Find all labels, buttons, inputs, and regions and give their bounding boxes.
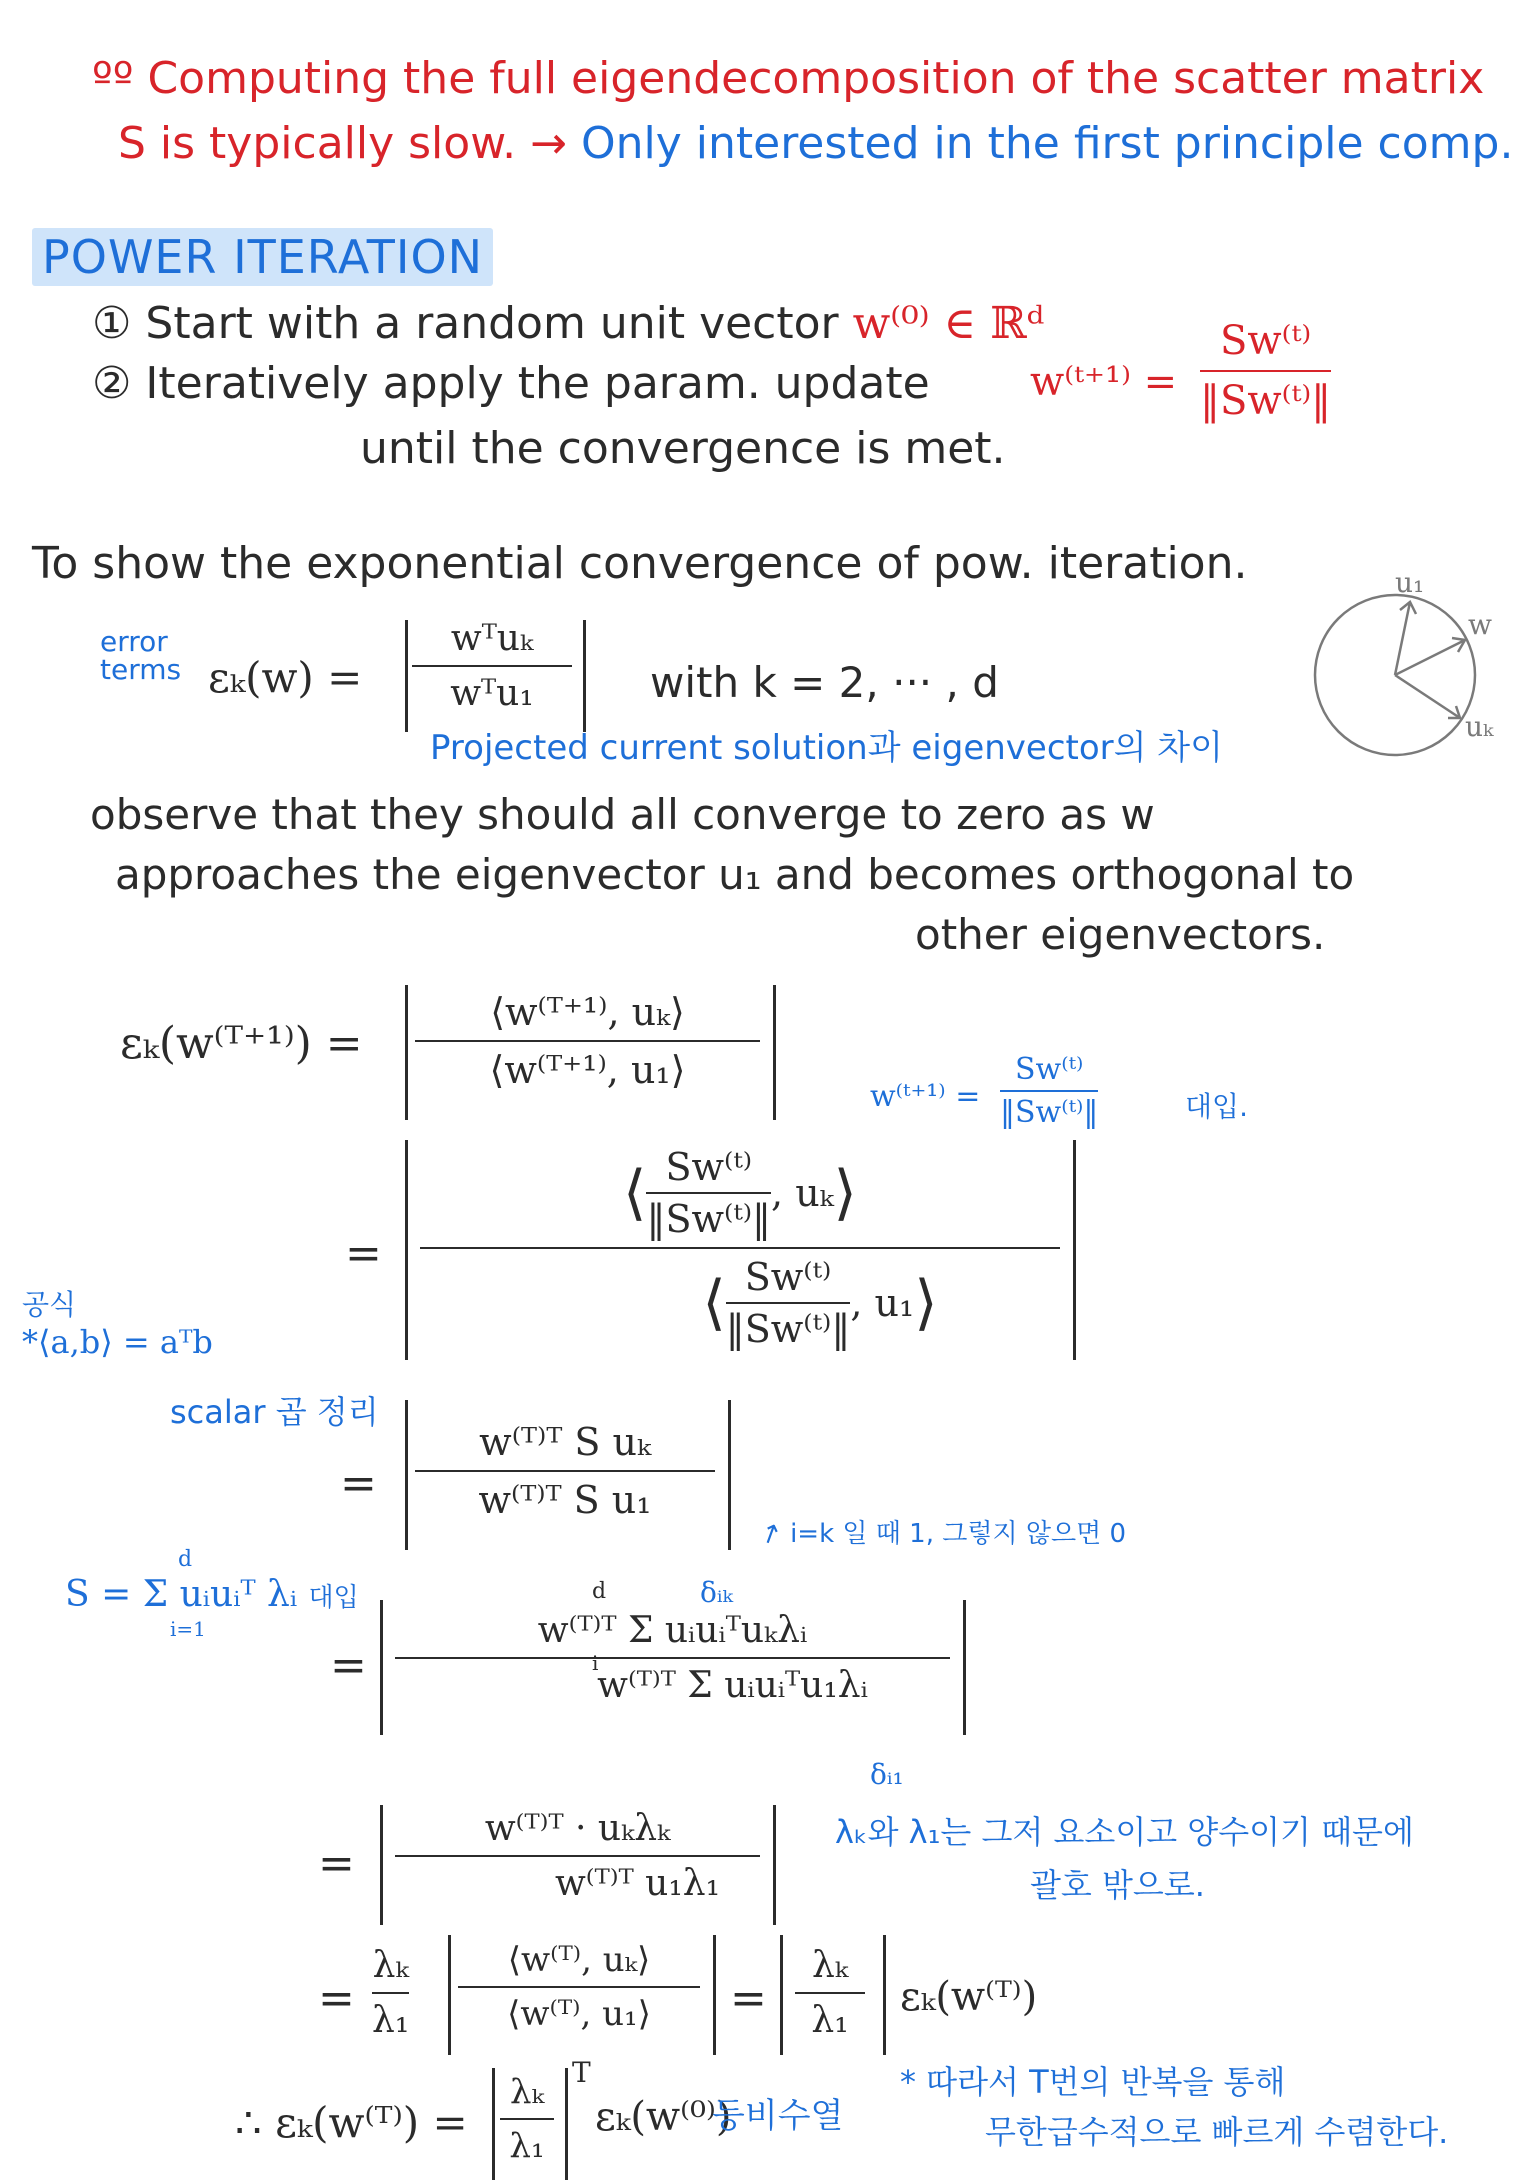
final-rhs: εₖ(w⁽⁰⁾) bbox=[595, 2094, 732, 2140]
u1-arrow bbox=[1395, 602, 1410, 675]
subst-note-bar bbox=[1000, 1090, 1098, 1092]
observe-line-3: other eigenvectors. bbox=[915, 910, 1326, 959]
eq6-mid-den: ⟨w⁽ᵀ⁾, u₁⟩ bbox=[507, 1994, 651, 2034]
eq6-lambda-bar bbox=[372, 1992, 409, 1994]
projected-note: Projected current solution과 eigenvector의 차이 bbox=[430, 728, 1223, 768]
final-note-2: 무한급수적으로 빠르게 수렴한다. bbox=[985, 2113, 1449, 2151]
step-1-math: w⁽⁰⁾ ∈ ℝᵈ bbox=[852, 298, 1045, 349]
eq2-num-inner-numerator: Sw⁽ᵗ⁾ bbox=[665, 1145, 753, 1189]
final-fraction bbox=[500, 2072, 554, 2166]
observe-line-1: observe that they should all converge to zero as w bbox=[90, 790, 1155, 839]
w-arrow bbox=[1395, 640, 1465, 675]
eq4-bar bbox=[395, 1657, 950, 1659]
geometric-note: 등비수열 bbox=[712, 2096, 844, 2136]
s-substitution-note bbox=[65, 1575, 359, 1615]
eq4-denominator: w⁽ᵀ⁾ᵀ Σ uᵢuᵢᵀu₁λᵢ bbox=[597, 1665, 868, 1706]
with-k-range: with k = 2, ··· , d bbox=[650, 658, 999, 707]
eq5-numerator: w⁽ᵀ⁾ᵀ · uₖλₖ bbox=[484, 1808, 671, 1849]
subst-note-lhs: w⁽ᵗ⁺¹⁾ = bbox=[870, 1079, 981, 1114]
intro-line-2-blue: Only interested in the first principle comp. bbox=[580, 118, 1514, 169]
s-substitution-upper: d bbox=[178, 1547, 193, 1572]
eq1-fraction bbox=[415, 990, 760, 1092]
eq3-equals: = bbox=[340, 1458, 377, 1509]
eq2-den-inner-denominator: ‖Sw⁽ᵗ⁾‖ bbox=[725, 1307, 851, 1351]
step-2-denominator: ‖Sw⁽ᵗ⁾‖ bbox=[1200, 378, 1332, 424]
final-note-1: * 따라서 T번의 반복을 통해 bbox=[900, 2063, 1286, 2101]
eq4-numerator: w⁽ᵀ⁾ᵀ Σ uᵢuᵢᵀuₖλᵢ bbox=[537, 1610, 808, 1651]
eq3-bar bbox=[415, 1470, 715, 1472]
eq6-ratio-num: λₖ bbox=[812, 1945, 848, 1986]
eq2-num-inner-denominator: ‖Sw⁽ᵗ⁾‖ bbox=[646, 1197, 772, 1241]
eq1-lhs: εₖ(w⁽ᵀ⁺¹⁾) = bbox=[120, 1018, 363, 1069]
eq2-fraction bbox=[420, 1145, 1060, 1351]
eq6-lambda-num: λₖ bbox=[372, 1945, 409, 1986]
intro-line-2 bbox=[118, 120, 1513, 168]
eq3-numerator: w⁽ᵀ⁾ᵀ S uₖ bbox=[479, 1420, 651, 1464]
error-term-numerator: wᵀuₖ bbox=[450, 618, 534, 659]
eq4-equals: = bbox=[330, 1640, 367, 1691]
eq5-fraction bbox=[395, 1808, 760, 1904]
final-lhs: ∴ εₖ(w⁽ᵀ⁾) = bbox=[235, 2098, 468, 2147]
observe-line-2: approaches the eigenvector u₁ and becomes orthogonal to bbox=[115, 850, 1355, 899]
inner-product-note-1: 공식 bbox=[22, 1288, 77, 1321]
intro-line-1: ºº Computing the full eigendecomposition of the scatter matrix bbox=[92, 53, 1485, 104]
eq6-ratio-fraction bbox=[795, 1945, 865, 2041]
eq1-denominator: ⟨w⁽ᵀ⁺¹⁾, u₁⟩ bbox=[489, 1048, 686, 1092]
eq6-ratio-bar bbox=[795, 1992, 865, 1994]
intro-line-2-red: S is typically slow. → bbox=[118, 118, 567, 169]
error-term-denominator: wᵀu₁ bbox=[450, 673, 534, 714]
step-2-fraction-bar bbox=[1200, 370, 1331, 372]
eq2-numerator: ⟨ Sw⁽ᵗ⁾ ‖Sw⁽ᵗ⁾‖ , uₖ ⟩ bbox=[623, 1145, 857, 1241]
subst-note-numerator: Sw⁽ᵗ⁾ bbox=[1015, 1052, 1084, 1087]
eq2-num-tail: , uₖ bbox=[771, 1171, 834, 1215]
eq3-fraction bbox=[415, 1420, 715, 1522]
eq6-lambda-den: λ₁ bbox=[372, 2000, 410, 2041]
s-substitution-formula: S = Σ uᵢuᵢᵀ λᵢ bbox=[65, 1574, 298, 1615]
eq6-equals-1: = bbox=[318, 1973, 355, 2024]
eq4-fraction bbox=[395, 1610, 950, 1706]
eq6-mid-fraction bbox=[458, 1940, 700, 2034]
step-2-text: ② Iteratively apply the param. update bbox=[92, 358, 930, 409]
eq6-equals-2: = bbox=[730, 1973, 767, 2024]
subst-note-fraction bbox=[1000, 1052, 1098, 1130]
scalar-note: scalar 곱 정리 bbox=[170, 1393, 379, 1431]
eq5-equals: = bbox=[318, 1838, 355, 1889]
step-1 bbox=[92, 300, 1044, 348]
error-term-fraction bbox=[412, 618, 572, 714]
s-substitution-lower: i=1 bbox=[170, 1617, 206, 1641]
final-power: T bbox=[572, 2056, 591, 2089]
step-2-lhs: w⁽ᵗ⁺¹⁾ = bbox=[1030, 359, 1178, 405]
eq6-ratio-den: λ₁ bbox=[811, 2000, 849, 2041]
s-substitution-suffix: 대입 bbox=[308, 1583, 359, 1613]
eq2-denominator: ⟨ Sw⁽ᵗ⁾ ‖Sw⁽ᵗ⁾‖ , u₁ ⟩ bbox=[702, 1255, 938, 1351]
step-2-continuation: until the convergence is met. bbox=[360, 423, 1006, 474]
eq6-mid-num: ⟨w⁽ᵀ⁾, uₖ⟩ bbox=[507, 1940, 651, 1980]
eq5-bar bbox=[395, 1855, 760, 1857]
eq1-bar bbox=[415, 1040, 760, 1042]
step-1-text: ① Start with a random unit vector bbox=[92, 298, 839, 349]
eq2-bar bbox=[420, 1247, 1060, 1249]
convergence-title: To show the exponential convergence of pow. iteration. bbox=[32, 538, 1248, 589]
step-2-numerator: Sw⁽ᵗ⁾ bbox=[1220, 318, 1312, 364]
eq2-den-tail: , u₁ bbox=[850, 1281, 915, 1325]
eq6-end: εₖ(w⁽ᵀ⁾) bbox=[900, 1974, 1038, 2020]
kronecker-note: ↗ i=k 일 때 1, 그렇지 않으면 0 bbox=[754, 1515, 1126, 1553]
eq6-lambda-fraction bbox=[372, 1945, 409, 2041]
diagram-label-u1: u₁ bbox=[1395, 566, 1425, 599]
lambda-note-1: λₖ와 λ₁는 그저 요소이고 양수이기 때문에 bbox=[835, 1813, 1414, 1851]
kronecker-note-text: i=k 일 때 1, 그렇지 않으면 0 bbox=[790, 1519, 1126, 1549]
delta-i1-label: δᵢ₁ bbox=[870, 1758, 904, 1791]
eq1-numerator: ⟨w⁽ᵀ⁺¹⁾, uₖ⟩ bbox=[490, 990, 685, 1034]
subst-note-suffix: 대입. bbox=[1185, 1090, 1248, 1123]
delta-ik-label: δᵢₖ bbox=[700, 1576, 733, 1609]
step-2-fraction bbox=[1200, 318, 1331, 424]
diagram-label-w: w bbox=[1468, 608, 1492, 641]
uk-arrow bbox=[1395, 675, 1460, 718]
diagram-label-uk: uₖ bbox=[1465, 710, 1494, 743]
eq5-denominator: w⁽ᵀ⁾ᵀ u₁λ₁ bbox=[554, 1863, 721, 1904]
eq2-equals: = bbox=[345, 1228, 382, 1279]
eq4-sum-lower: i bbox=[592, 1651, 599, 1675]
eq3-denominator: w⁽ᵀ⁾ᵀ S u₁ bbox=[478, 1478, 652, 1522]
error-term-bar bbox=[412, 665, 572, 667]
error-terms-label: error terms bbox=[100, 625, 182, 686]
eq2-den-inner-numerator: Sw⁽ᵗ⁾ bbox=[744, 1255, 832, 1299]
power-iteration-heading bbox=[32, 232, 493, 283]
final-frac-num: λₖ bbox=[510, 2072, 544, 2112]
inner-product-note-2: *⟨a,b⟩ = aᵀb bbox=[22, 1323, 213, 1361]
error-term-lhs: εₖ(w) = bbox=[208, 653, 363, 702]
eq6-mid-bar bbox=[458, 1986, 700, 1988]
lambda-note-2: 괄호 밖으로. bbox=[1030, 1866, 1205, 1904]
final-frac-bar bbox=[500, 2118, 554, 2120]
power-iteration-heading-text: POWER ITERATION bbox=[32, 228, 493, 286]
eq4-sum-upper: d bbox=[592, 1579, 607, 1604]
subst-note-denominator: ‖Sw⁽ᵗ⁾‖ bbox=[1000, 1095, 1099, 1130]
final-frac-den: λ₁ bbox=[509, 2126, 545, 2166]
